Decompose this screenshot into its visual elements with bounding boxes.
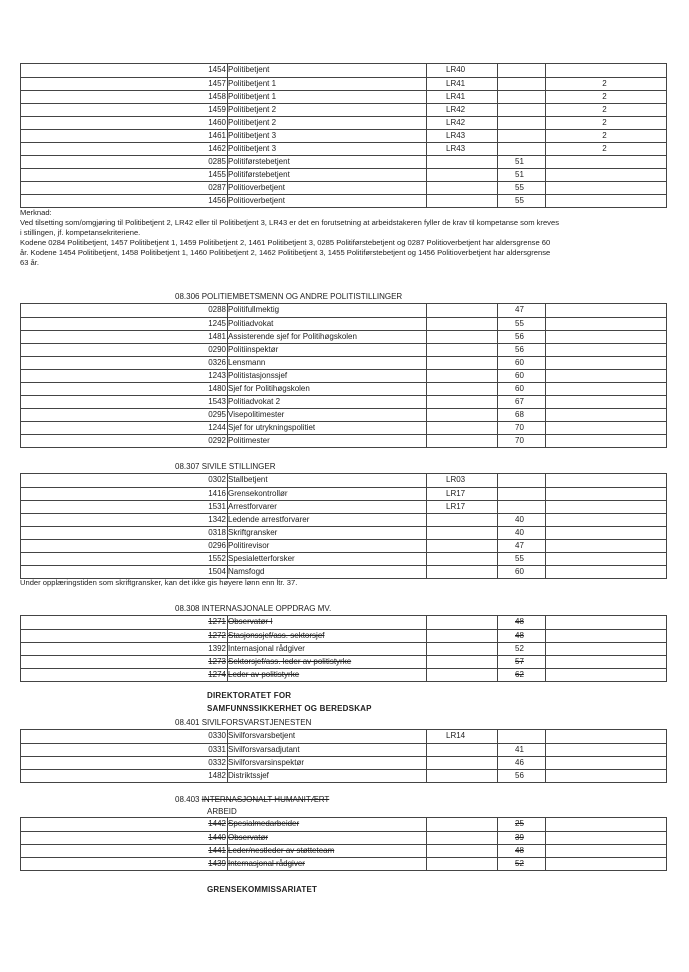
- cell-code: 1442: [208, 819, 226, 828]
- table-row: [21, 382, 666, 396]
- section-403-heading: [175, 795, 329, 804]
- cell-extra: 2: [602, 79, 607, 88]
- table-row: [21, 769, 666, 783]
- cell-code: 0296: [208, 541, 226, 550]
- cell-ltr: 51: [515, 170, 524, 179]
- cell-title: Politibetjent 2: [228, 118, 277, 127]
- cell-code: 1552: [208, 554, 226, 563]
- cell-ltr: 67: [515, 397, 524, 406]
- cell-code: 1481: [208, 332, 226, 341]
- table-row: [21, 831, 666, 845]
- section-306-heading: 08.306 POLITIEMBETSMENN OG ANDRE POLITISTILLINGER: [175, 292, 403, 301]
- table-row: [21, 421, 666, 435]
- cell-extra: 2: [602, 105, 607, 114]
- cell-title: Politibetjent: [228, 65, 270, 74]
- merknad-line-5: 63 år.: [20, 258, 39, 267]
- table-row: [21, 64, 666, 77]
- table-section-306: [20, 303, 667, 448]
- cell-title: Sektorsjef/ass. leder av politistyrke: [228, 657, 352, 666]
- cell-code: 1504: [208, 567, 226, 576]
- table-row: [21, 857, 666, 871]
- cell-code: 1272: [208, 631, 226, 640]
- section-307-heading: 08.307 SIVILE STILLINGER: [175, 462, 276, 471]
- cell-lr: LR43: [446, 144, 466, 153]
- cell-code: 0295: [208, 410, 226, 419]
- cell-title: Internasjonal rådgiver: [228, 859, 305, 868]
- table-row: [21, 526, 666, 540]
- cell-title: Stasjonssjef/ass. sektorsjef: [228, 631, 325, 640]
- cell-code: 0285: [208, 157, 226, 166]
- table-row: [21, 103, 666, 117]
- table-row: [21, 743, 666, 757]
- cell-lr: LR14: [446, 731, 466, 740]
- cell-title: Politibetjent 3: [228, 144, 277, 153]
- cell-ltr: 47: [515, 541, 524, 550]
- direktoratet-line-2: SAMFUNNSSIKKERHET OG BEREDSKAP: [207, 704, 372, 713]
- table-row: [21, 194, 666, 208]
- section-403-code: 08.403: [175, 795, 200, 804]
- cell-code: 1392: [208, 644, 226, 653]
- cell-extra: 2: [602, 92, 607, 101]
- cell-title: Sivilforsvarsbetjent: [228, 731, 296, 740]
- cell-title: Stallbetjent: [228, 475, 268, 484]
- direktoratet-line-1: DIREKTORATET FOR: [207, 691, 292, 700]
- cell-extra: 2: [602, 118, 607, 127]
- cell-ltr: 41: [515, 745, 524, 754]
- cell-title: Arrestforvarer: [228, 502, 277, 511]
- cell-title: Politimester: [228, 436, 270, 445]
- cell-extra: 2: [602, 131, 607, 140]
- cell-code: 0302: [208, 475, 226, 484]
- cell-ltr: 52: [515, 644, 524, 653]
- table-row: [21, 539, 666, 553]
- cell-code: 1457: [208, 79, 226, 88]
- cell-ltr: 70: [515, 423, 524, 432]
- cell-title: Leder av politistyrke: [228, 670, 300, 679]
- table-section-308: [20, 615, 667, 682]
- cell-title: Politioverbetjent: [228, 196, 285, 205]
- cell-ltr: 60: [515, 384, 524, 393]
- cell-title: Grensekontrollør: [228, 489, 288, 498]
- cell-lr: LR42: [446, 105, 466, 114]
- cell-ltr: 55: [515, 196, 524, 205]
- table-row: [21, 317, 666, 331]
- cell-ltr: 51: [515, 157, 524, 166]
- table-row: [21, 500, 666, 514]
- cell-ltr: 25: [515, 819, 524, 828]
- cell-code: 1461: [208, 131, 226, 140]
- table-row: [21, 565, 666, 579]
- merknad-line-1: Ved tilsetting som/omgjøring til Politibetjent 2, LR42 eller til Politibetjent 3, LR43 er det en forutsetning at arbeidstakeren fyller de krav til kompetanse som kreves: [20, 218, 560, 227]
- cell-title: Sjef for utrykningspolitiet: [228, 423, 316, 432]
- table-row: [21, 616, 666, 629]
- cell-code: 0331: [208, 745, 226, 754]
- cell-title: Observatør: [228, 833, 269, 842]
- table-row: [21, 655, 666, 669]
- table-row: [21, 513, 666, 527]
- cell-code: 1531: [208, 502, 226, 511]
- cell-ltr: 68: [515, 410, 524, 419]
- table-row: [21, 142, 666, 156]
- table-row: [21, 844, 666, 858]
- cell-ltr: 48: [515, 617, 524, 626]
- table-row: [21, 642, 666, 656]
- table-row: [21, 369, 666, 383]
- cell-code: 1456: [208, 196, 226, 205]
- table-row: [21, 408, 666, 422]
- cell-ltr: 48: [515, 846, 524, 855]
- table-politibetjent: [20, 63, 667, 208]
- table-section-401: [20, 729, 667, 783]
- section-403-struck-title: INTERNASJONALT HUMANITÆRT: [201, 795, 330, 804]
- cell-ltr: 48: [515, 631, 524, 640]
- cell-extra: [547, 64, 662, 77]
- cell-code: 0326: [208, 358, 226, 367]
- cell-code: 1462: [208, 144, 226, 153]
- section-308-heading: 08.308 INTERNASJONALE OPPDRAG MV.: [175, 604, 332, 613]
- table-row: [21, 168, 666, 182]
- cell-lr: LR43: [446, 131, 466, 140]
- cell-title: Namsfogd: [228, 567, 265, 576]
- cell-ltr: 47: [515, 305, 524, 314]
- cell-ltr: 60: [515, 371, 524, 380]
- table-row: [21, 343, 666, 357]
- section-403-heading-line-2: ARBEID: [207, 807, 237, 816]
- cell-ltr: [499, 730, 560, 743]
- table-row: [21, 304, 666, 317]
- cell-ltr: 52: [515, 859, 524, 868]
- table-row: [21, 668, 666, 682]
- cell-title: Politirevisor: [228, 541, 270, 550]
- merknad-line-3: Kodene 0284 Politibetjent, 1457 Politibetjent 1, 1459 Politibetjent 2, 1461 Politibetjent 3, 0285 Politiførstebetjent og 0287 Politioverbetjent har aldersgrense 60: [20, 238, 551, 247]
- cell-ltr: 62: [515, 670, 524, 679]
- cell-title: Internasjonal rådgiver: [228, 644, 305, 653]
- cell-extra: [547, 195, 662, 208]
- table-row: [21, 552, 666, 566]
- table-row: [21, 77, 666, 91]
- cell-ltr: 55: [515, 554, 524, 563]
- merknad-line-4: år. Kodene 1454 Politibetjent, 1458 Politibetjent 1, 1460 Politibetjent 2, 1462 Politibetjent 3, 1455 Politiførstebetjent og 1456 Politioverbetjent har aldersgrense: [20, 248, 551, 257]
- section-307-note: Under opplæringstiden som skriftgransker, kan det ikke gis høyere lønn enn ltr. 37.: [20, 578, 298, 587]
- cell-ltr: 40: [515, 528, 524, 537]
- cell-ltr: 60: [515, 567, 524, 576]
- table-row: [21, 487, 666, 501]
- cell-code: 0290: [208, 345, 226, 354]
- cell-code: 1458: [208, 92, 226, 101]
- merknad-line-2: i stillingen, jf. kompetansekriteriene.: [20, 228, 141, 237]
- table-row: [21, 155, 666, 169]
- cell-code: 1454: [208, 65, 226, 74]
- cell-title: Lensmann: [228, 358, 266, 367]
- cell-code: 0292: [208, 436, 226, 445]
- cell-code: 0288: [208, 305, 226, 314]
- cell-code: 0330: [208, 731, 226, 740]
- cell-code: 0287: [208, 183, 226, 192]
- cell-ltr: 56: [515, 345, 524, 354]
- cell-ltr: 57: [515, 657, 524, 666]
- table-row: [21, 730, 666, 743]
- cell-title: Observatør I: [228, 617, 273, 626]
- cell-lr: LR41: [446, 79, 466, 88]
- cell-code: 1459: [208, 105, 226, 114]
- cell-ltr: 46: [515, 758, 524, 767]
- cell-lr: LR17: [446, 502, 466, 511]
- cell-code: 1416: [208, 489, 226, 498]
- table-section-403: [20, 817, 667, 871]
- table-row: [21, 181, 666, 195]
- cell-title: Politistasjonssjef: [228, 371, 288, 380]
- table-section-307: [20, 473, 667, 579]
- cell-ltr: 60: [515, 358, 524, 367]
- table-row: [21, 395, 666, 409]
- cell-code: 1440: [208, 833, 226, 842]
- cell-title: Leder/nestleder av støtteteam: [228, 846, 335, 855]
- table-row: [21, 90, 666, 104]
- cell-ltr: 55: [515, 183, 524, 192]
- cell-title: Politiadvokat 2: [228, 397, 281, 406]
- cell-ltr: 55: [515, 319, 524, 328]
- cell-lr: LR17: [446, 489, 466, 498]
- cell-ltr: 56: [515, 771, 524, 780]
- cell-code: 1439: [208, 859, 226, 868]
- cell-code: 1273: [208, 657, 226, 666]
- cell-code: 1274: [208, 670, 226, 679]
- table-row: [21, 116, 666, 130]
- cell-title: Politiinspektør: [228, 345, 279, 354]
- grensekommissariatet-heading: GRENSEKOMMISSARIATET: [207, 885, 318, 894]
- cell-lr: LR03: [446, 475, 466, 484]
- table-row: [21, 330, 666, 344]
- cell-code: 0332: [208, 758, 226, 767]
- table-row: [21, 629, 666, 643]
- merknad-label: Merknad:: [20, 208, 52, 217]
- cell-code: 1244: [208, 423, 226, 432]
- cell-ltr: 70: [515, 436, 524, 445]
- table-row: [21, 818, 666, 831]
- cell-title: Politiførstebetjent: [228, 157, 290, 166]
- cell-lr: LR40: [446, 65, 466, 74]
- section-401-heading: 08.401 SIVILFORSVARSTJENESTEN: [175, 718, 312, 727]
- cell-title: Sjef for Politihøgskolen: [228, 384, 310, 393]
- table-row: [21, 474, 666, 487]
- cell-code: 1441: [208, 846, 226, 855]
- cell-code: 1243: [208, 371, 226, 380]
- cell-code: 1342: [208, 515, 226, 524]
- cell-code: 1543: [208, 397, 226, 406]
- table-row: [21, 756, 666, 770]
- cell-ltr: 40: [515, 515, 524, 524]
- cell-code: 1245: [208, 319, 226, 328]
- cell-title: Politifullmektig: [228, 305, 280, 314]
- cell-title: Ledende arrestforvarer: [228, 515, 310, 524]
- table-row: [21, 129, 666, 143]
- cell-title: Politiadvokat: [228, 319, 274, 328]
- cell-title: Politiførstebetjent: [228, 170, 290, 179]
- cell-title: Politibetjent 1: [228, 79, 277, 88]
- cell-title: Politibetjent 3: [228, 131, 277, 140]
- cell-lr: LR42: [446, 118, 466, 127]
- cell-title: Politibetjent 2: [228, 105, 277, 114]
- cell-code: 1271: [208, 617, 226, 626]
- cell-title: Sivilforsvarsadjutant: [228, 745, 300, 754]
- cell-ltr: 56: [515, 332, 524, 341]
- cell-code: 1460: [208, 118, 226, 127]
- cell-title: Sivilforsvarsinspektør: [228, 758, 305, 767]
- cell-ltr: [499, 474, 560, 487]
- cell-code: 1482: [208, 771, 226, 780]
- cell-title: Assisterende sjef for Politihøgskolen: [228, 332, 357, 341]
- cell-title: Skriftgransker: [228, 528, 278, 537]
- cell-code: 0318: [208, 528, 226, 537]
- cell-title: Politibetjent 1: [228, 92, 277, 101]
- table-row: [21, 434, 666, 448]
- cell-title: Politioverbetjent: [228, 183, 285, 192]
- table-row: [21, 356, 666, 370]
- cell-ltr: 39: [515, 833, 524, 842]
- cell-title: Visepolitimester: [228, 410, 285, 419]
- cell-code: 1455: [208, 170, 226, 179]
- cell-extra: 2: [602, 144, 607, 153]
- cell-title: Spesialetterforsker: [228, 554, 295, 563]
- cell-title: Distriktssjef: [228, 771, 269, 780]
- cell-code: 1480: [208, 384, 226, 393]
- cell-title: Spesialmedarbeider: [228, 819, 300, 828]
- cell-lr: LR41: [446, 92, 466, 101]
